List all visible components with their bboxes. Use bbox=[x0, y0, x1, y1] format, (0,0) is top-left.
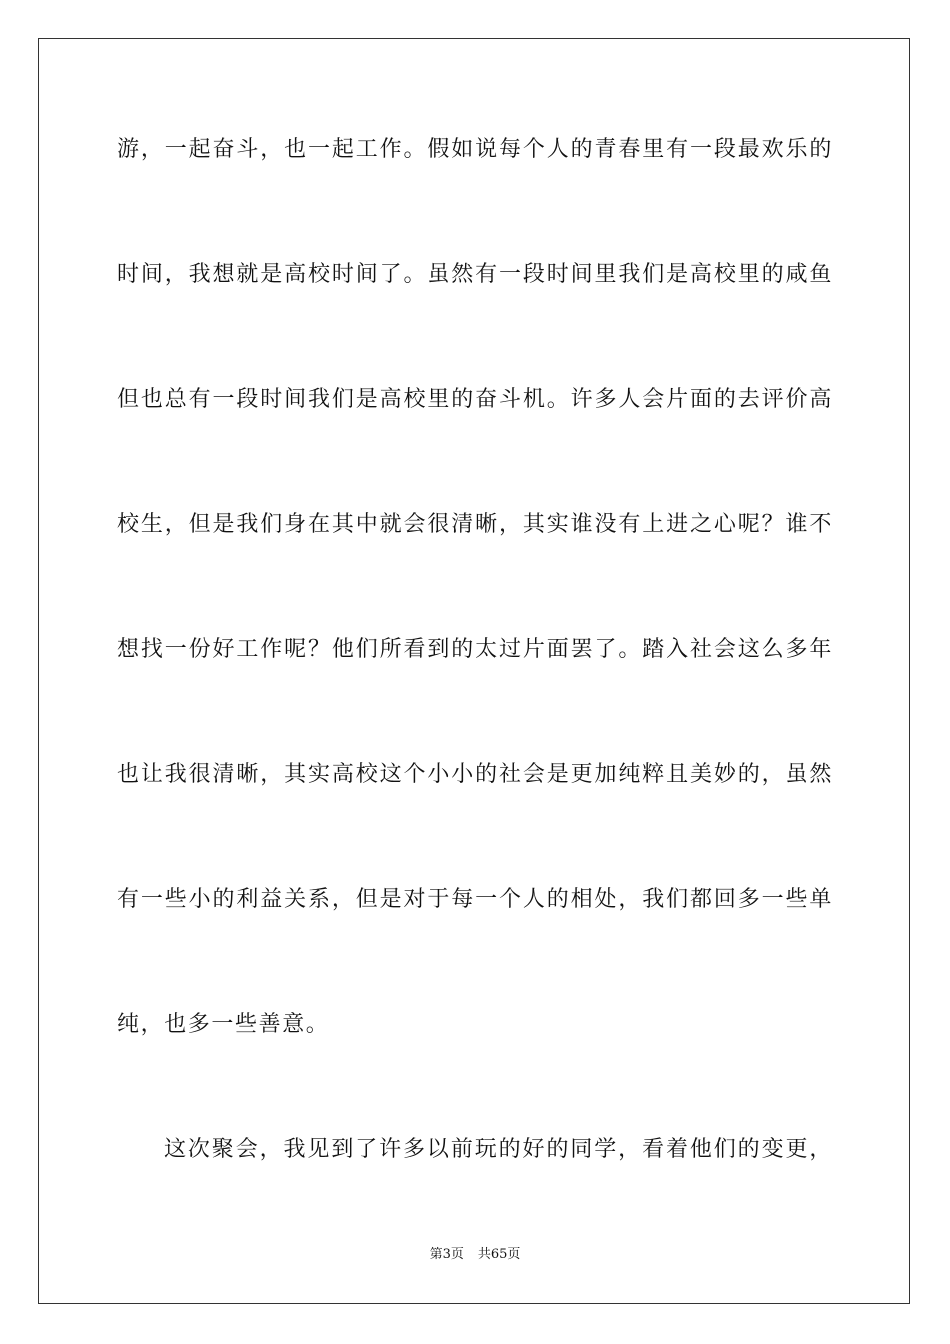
body-text-line: 也让我很清晰，其实高校这个小小的社会是更加纯粹且美妙的，虽然 bbox=[117, 762, 833, 787]
body-text-line: 想找一份好工作呢？他们所看到的太过片面罢了。踏入社会这么多年 bbox=[117, 637, 833, 662]
page-footer bbox=[0, 1247, 950, 1263]
page-number: 第3页 bbox=[429, 1247, 464, 1262]
body-text-line: 有一些小的利益关系，但是对于每一个人的相处，我们都回多一些单 bbox=[117, 887, 833, 912]
body-text-line: 时间，我想就是高校时间了。虽然有一段时间里我们是高校里的咸鱼 bbox=[117, 262, 833, 287]
body-text-line: 校生，但是我们身在其中就会很清晰，其实谁没有上进之心呢？谁不 bbox=[117, 512, 833, 537]
page-total: 共65页 bbox=[477, 1247, 521, 1262]
body-text-line: 游，一起奋斗，也一起工作。假如说每个人的青春里有一段最欢乐的 bbox=[117, 137, 833, 162]
body-text-line: 但也总有一段时间我们是高校里的奋斗机。许多人会片面的去评价高 bbox=[117, 387, 833, 412]
page-frame bbox=[38, 38, 910, 1304]
body-text-line: 纯，也多一些善意。 bbox=[117, 1012, 330, 1037]
paragraph-first-line: 这次聚会，我见到了许多以前玩的好的同学，看着他们的变更， bbox=[164, 1137, 833, 1162]
